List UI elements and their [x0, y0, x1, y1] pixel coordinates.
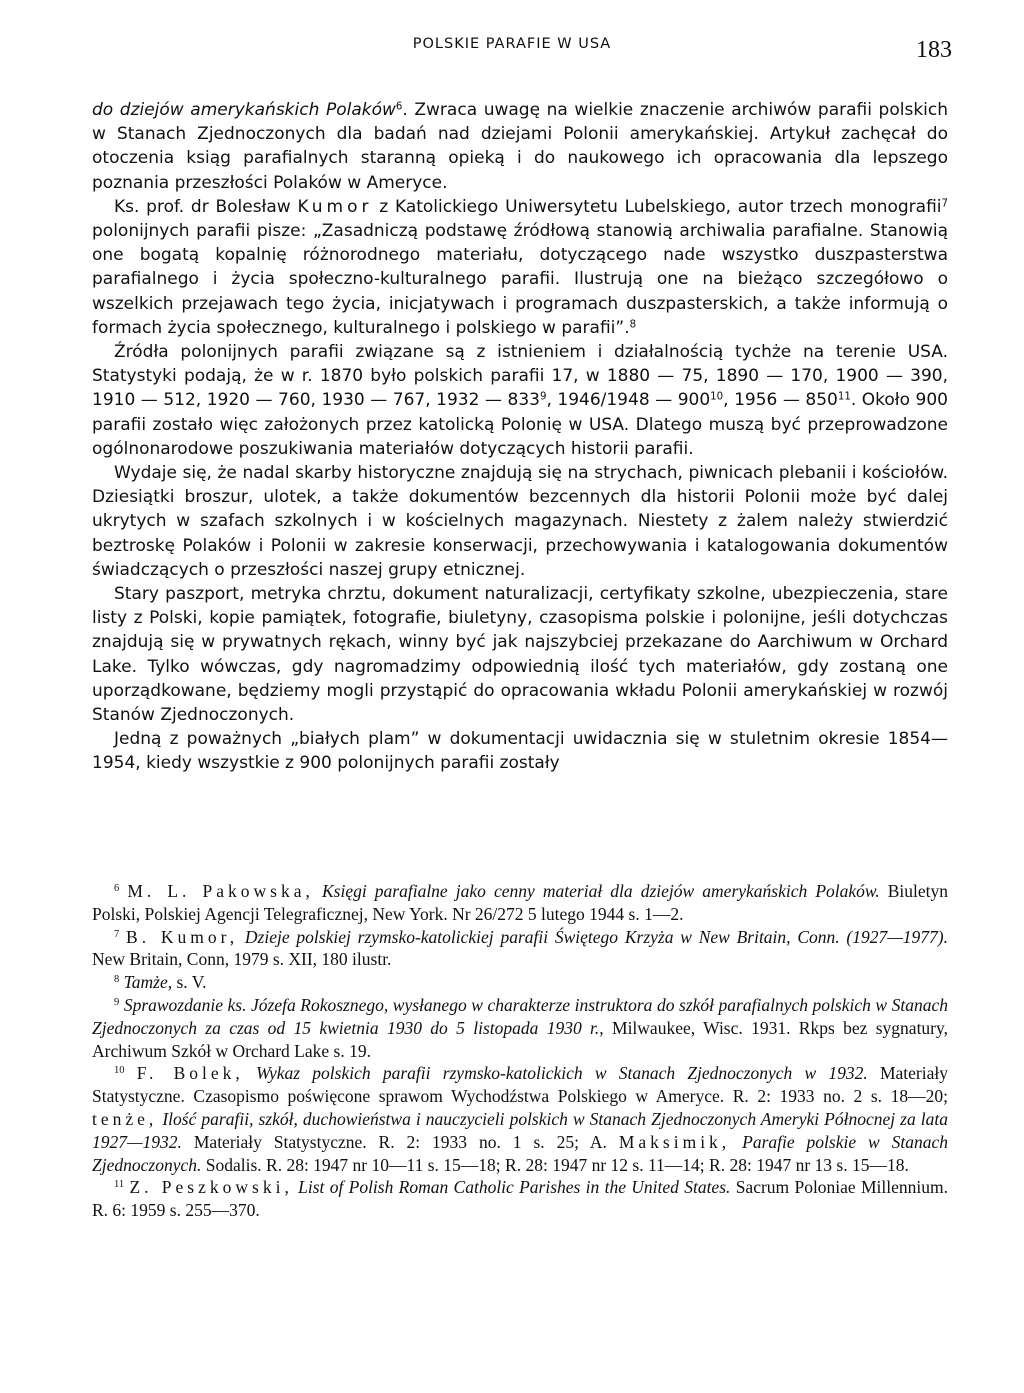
paragraph-text: polonijnych parafii pisze: „Zasadniczą podstawę źródłową stanowią archiwalia parafialne. Stanowią one bogatą kopalnię różnorodnego materiału, dotyczącego nade wszystko duszpasterstwa parafialnego i życia społeczno-kulturalnego parafii. Ilustrują one na bieżąco szczegółowo o wszelkich przejawach tego życia, inicjatywach i programach duszpasterskich, a także informują o formach życia społecznego, kulturalnego i polskiego w parafii”.	[92, 221, 948, 338]
footnote-text: Milwaukee, Wisc. 1931. Rkps bez sygnatury, Archiwum Szkół w Orchard Lake s. 19.	[92, 1017, 948, 1061]
footnotes	[92, 880, 948, 1222]
footnote-ref-9: 9	[539, 391, 547, 403]
footnote-title: Tamże,	[123, 972, 173, 993]
footnote-ref-6: 6	[395, 101, 403, 113]
footnote-author: F. Bolek,	[136, 1063, 244, 1084]
footnote-number: 9	[114, 997, 120, 1009]
paragraph-3	[92, 340, 948, 461]
footnote-text: Sodalis. R. 28: 1947 nr 10—11 s. 15—18; R. 28: 1947 nr 12 s. 11—14; R. 28: 1947 nr 13 s. 15—18.	[201, 1154, 909, 1175]
footnote-ref-8: 8	[629, 319, 637, 331]
footnote-title: Księgi parafialne jako cenny materiał dla dziejów amerykańskich Polaków.	[321, 881, 880, 901]
footnote-author: Z. Peszkowski,	[129, 1177, 293, 1198]
paragraph-text: . Około 900 parafii zostało więc założonych przez katolicką Polonię w USA. Dlatego muszą być przeprowadzone ogólnonarodowe poszukiwania materiałów dotyczących historii parafii.	[92, 390, 949, 459]
footnote-number: 10	[114, 1065, 125, 1077]
paragraph-text: . Zwraca uwagę na wielkie znaczenie archiwów parafii polskich w Stanach Zjednoczonych dla badań nad dziejami Polonii amerykańskiej. Artykuł zachęcał do otoczenia ksiąg parafialnych staranną opieką i do naukowego ich opracowania dla lepszego poznania przeszłości Polaków w Ameryce.	[92, 100, 949, 193]
footnote-number: 6	[114, 883, 120, 895]
footnote-text: Biuletyn Polski, Polskiej Agencji Telegraficznej, New York. Nr 26/272 5 lutego 1944 s. 1—2.	[92, 881, 949, 924]
paragraph-text: z Katolickiego Uniwersytetu Lubelskiego, autor trzech monografii	[372, 196, 942, 217]
footnote-number: 11	[114, 1179, 125, 1191]
footnote-author: B. Kumor,	[126, 926, 239, 947]
footnote-text: Materiały Statystyczne. Czasopismo poświęcone sprawom Wychodźstwa Polskiego w Ameryce. R. 2: 1933 no. 2 s. 18—20;	[92, 1063, 949, 1107]
footnote-text: Sacrum Poloniae Millennium. R. 6: 1959 s. 255—370.	[92, 1177, 949, 1221]
footnote-title: Sprawozdanie ks. Józefa Rokosznego, wysłanego w charakterze instruktora do szkół parafialnych polskich w Stanach Zjednoczonych za czas od 15 kwietnia 1930 do 5 listopada 1930 r.,	[92, 994, 949, 1038]
footnote-text: New Britain, Conn, 1979 s. XII, 180 ilustr.	[92, 949, 392, 970]
footnote-author: tenże,	[92, 1108, 158, 1129]
main-text	[92, 98, 948, 776]
paragraph-6: Jedną z poważnych „białych plam” w dokumentacji uwidacznia się w stuletnim okresie 1854—1954, kiedy wszystkie z 900 polonijnych parafii zostały	[92, 729, 948, 774]
running-title: POLSKIE PARAFIE W USA	[412, 36, 612, 52]
footnote-7	[92, 926, 948, 972]
footnote-title: Dzieje polskiej rzymsko-katolickiej parafii Świętego Krzyża w New Britain, Conn. (1927—1977).	[244, 926, 948, 947]
footnote-number: 8	[114, 974, 120, 986]
author-name: Kumor	[297, 196, 373, 217]
paragraph-text: Ks. prof. dr Bolesław	[114, 196, 298, 217]
footnote-ref-11: 11	[837, 391, 851, 403]
paragraph-1	[92, 98, 948, 195]
paragraph-text: Źródła polonijnych parafii związane są z istnieniem i działalnością tychże na terenie USA. Statystyki podają, że w r. 1870 było polskich parafii 17, w 1880 — 75, 1890 — 170, 1900 — 390, 1910 — 512, 1920 — 760, 1930 — 767, 1932 — 833	[92, 342, 948, 411]
footnote-ref-10: 10	[710, 391, 724, 403]
footnote-title: Wykaz polskich parafii rzymsko-katolickich w Stanach Zjednoczonych w 1932.	[256, 1063, 868, 1084]
footnote-title: Ilość parafii, szkół, duchowieństwa i nauczycieli polskich w Stanach Zjednoczonych Ameryki Północnej za lata 1927—1932.	[92, 1108, 948, 1152]
paragraph-text: , 1956 — 850	[723, 390, 838, 411]
paragraph-2	[92, 195, 948, 340]
italic-phrase: do dziejów amerykańskich Polaków	[92, 100, 396, 120]
footnote-ref-7: 7	[941, 198, 948, 210]
footnote-10	[92, 1062, 948, 1176]
footnote-number: 7	[114, 928, 120, 940]
footnote-title: List of Polish Roman Catholic Parishes in the United States.	[298, 1177, 731, 1198]
paragraph-text: , 1946/1948 — 900	[546, 390, 711, 411]
paragraph-5: Stary paszport, metryka chrztu, dokument naturalizacji, certyfikaty szkolne, ubezpieczenia, stare listy z Polski, kopie pamiątek, fotografie, biuletyny, czasopisma polskie i polonijne, jeśli dotychczas znajdują się w prywatnych rękach, winny być jak najszybciej przekazane do Aarchiwum w Orchard Lake. Tylko wówczas, gdy nagromadzimy odpowiednią ilość tych materiałów, gdy zostaną one uporządkowane, będziemy mogli przystąpić do opracowania wkładu Polonii amerykańskiej w rozwój Stanów Zjednoczonych.	[92, 584, 948, 726]
page-number: 183	[916, 37, 952, 63]
footnote-6	[92, 880, 948, 926]
footnote-title: Parafie polskie w Stanach Zjednoczonych.	[92, 1131, 949, 1175]
paragraph-4: Wydaje się, że nadal skarby historyczne znajdują się na strychach, piwnicach plebanii i kościołów. Dziesiątki broszur, ulotek, a także dokumentów bezcennych dla historii Polonii może być dalej ukrytych w szafach szkolnych i w kościelnych magazynach. Niestety z żalem należy stwierdzić beztroskę Polaków i Polonii w zakresie konserwacji, przechowywania i katalogowania dokumentów świadczących o przeszłości naszej grupy etnicznej.	[92, 463, 948, 580]
footnote-8	[92, 971, 948, 994]
footnote-text: Materiały Statystyczne. R. 2: 1933 no. 1 s. 25; A.	[181, 1131, 619, 1152]
footnote-9	[92, 994, 948, 1062]
footnote-11	[92, 1176, 948, 1222]
footnote-author: M. L. Pakowska,	[127, 881, 314, 901]
footnote-text: s. V.	[172, 972, 207, 993]
footnote-author: Maksimik,	[618, 1131, 731, 1152]
